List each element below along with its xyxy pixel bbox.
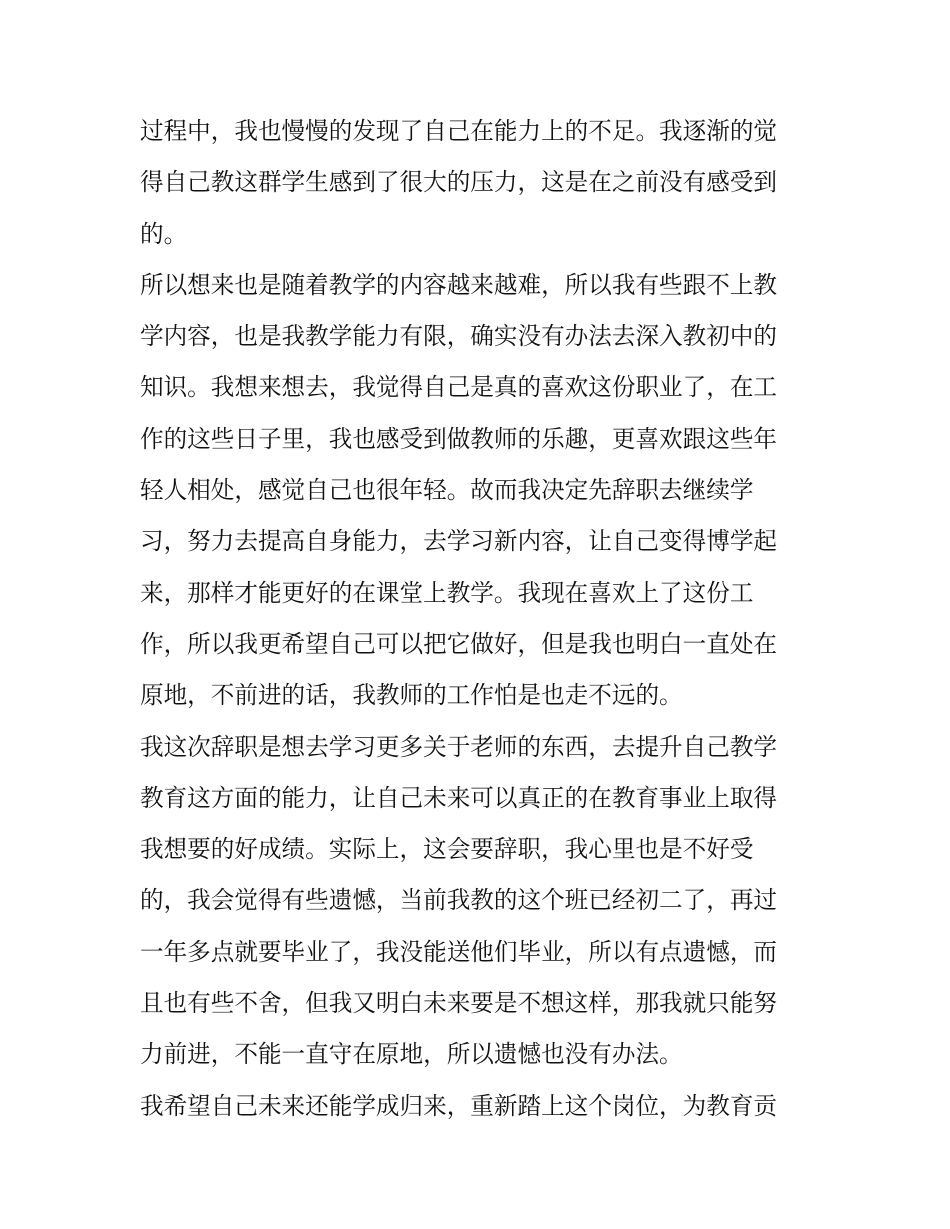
text-line: 力前进，不能一直守在原地，所以遗憾也没有办法。 [140,1040,683,1069]
text-line: 知识。我想来想去，我觉得自己是真的喜欢这份职业了，在工 [140,373,778,402]
text-line: 且也有些不舍，但我又明白未来要是不想这样，那我就只能努 [140,989,778,1018]
text-line: 我想要的好成绩。实际上，这会要辞职，我心里也是不好受 [140,835,754,864]
text-line: 来，那样才能更好的在课堂上教学。我现在喜欢上了这份工 [140,578,754,607]
text-line: 轻人相处，感觉自己也很年轻。故而我决定先辞职去继续学 [140,476,754,505]
body-text [140,106,820,1132]
text-line: 习，努力去提高自身能力，去学习新内容，让自己变得博学起 [140,527,778,556]
text-line: 过程中，我也慢慢的发现了自己在能力上的不足。我逐渐的觉 [140,117,778,145]
text-line: 得自己教这群学生感到了很大的压力，这是在之前没有感受到 [140,168,778,197]
text-line: 教育这方面的能力，让自己未来可以真正的在教育事业上取得 [140,783,778,812]
text-line: 的，我会觉得有些遗憾，当前我教的这个班已经初二了，再过 [140,886,778,915]
text-line: 原地，不前进的话，我教师的工作怕是也走不远的。 [140,681,683,710]
text-line: 学内容，也是我教学能力有限，确实没有办法去深入教初中的 [140,322,778,351]
text-line: 的。 [140,219,188,248]
text-line: 我这次辞职是想去学习更多关于老师的东西，去提升自己教学 [140,732,778,761]
text-line: 作的这些日子里，我也感受到做教师的乐趣，更喜欢跟这些年 [140,424,778,453]
text-line: 所以想来也是随着教学的内容越来越难，所以我有些跟不上教 [140,270,778,299]
text-line: 一年多点就要毕业了，我没能送他们毕业，所以有点遗憾，而 [140,937,778,966]
text-line: 作，所以我更希望自己可以把它做好，但是我也明白一直处在 [140,629,778,658]
text-line: 我希望自己未来还能学成归来，重新踏上这个岗位，为教育贡 [140,1091,778,1120]
